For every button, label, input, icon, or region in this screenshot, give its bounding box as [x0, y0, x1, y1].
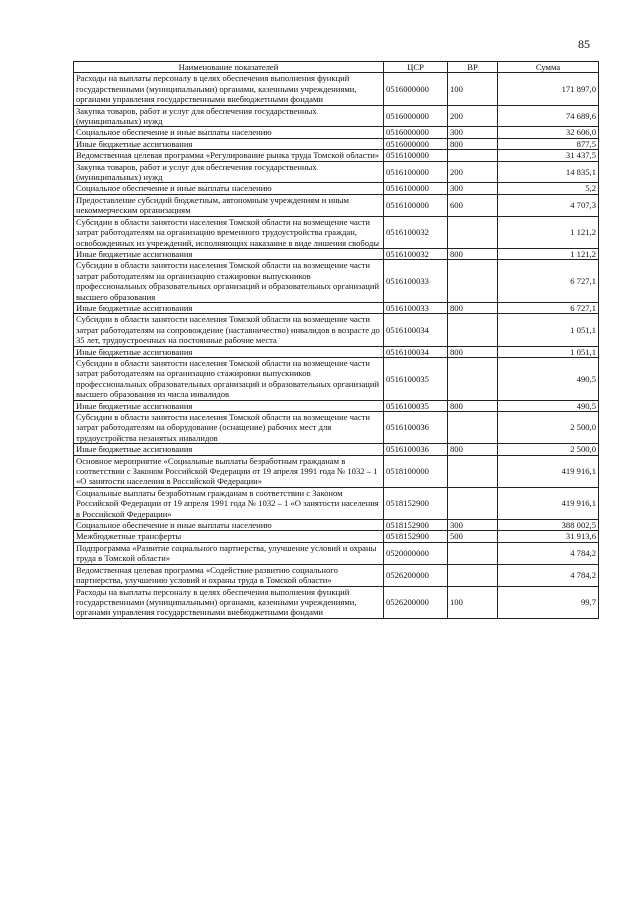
- amount-cell: 877,5: [498, 138, 599, 149]
- csr-code-cell: 0516100035: [384, 400, 448, 411]
- indicator-name-cell: Субсидии в области занятости населения Томской области на возмещение части затрат работодателям на оборудование (оснащение) рабочих мест для трудоустройства незанятых инвалидов: [74, 412, 384, 444]
- csr-code-cell: 0526200000: [384, 564, 448, 586]
- vr-code-cell: [448, 216, 498, 248]
- table-row: [74, 542, 599, 564]
- indicator-name-cell: Подпрограмма «Развитие социального партнерства, улучшение условий и охраны труда в Томской области»: [74, 542, 384, 564]
- amount-cell: 32 606,0: [498, 127, 599, 138]
- table-header-row: [74, 62, 599, 73]
- indicator-name-cell: Закупка товаров, работ и услуг для обеспечения государственных (муниципальных) нужд: [74, 105, 384, 127]
- table-row: [74, 248, 599, 259]
- vr-code-cell: [448, 314, 498, 346]
- amount-cell: 388 002,5: [498, 520, 599, 531]
- csr-code-cell: 0516100000: [384, 161, 448, 183]
- amount-cell: 2 500,0: [498, 444, 599, 455]
- vr-code-cell: [448, 542, 498, 564]
- vr-code-cell: [448, 487, 498, 519]
- csr-code-cell: 0516100000: [384, 183, 448, 194]
- amount-cell: 1 051,1: [498, 346, 599, 357]
- vr-code-cell: [448, 564, 498, 586]
- vr-code-cell: 300: [448, 520, 498, 531]
- table-row: [74, 73, 599, 105]
- table-row: [74, 105, 599, 127]
- vr-code-cell: 200: [448, 161, 498, 183]
- csr-code-cell: 0518152900: [384, 487, 448, 519]
- vr-code-cell: [448, 455, 498, 487]
- indicator-name-cell: Субсидии в области занятости населения Томской области на возмещение части затрат работодателям на организацию временного трудоустройства граждан, освобожденных из учреждений, исполняющих наказание в виде лишения свободы: [74, 216, 384, 248]
- table-row: [74, 183, 599, 194]
- csr-code-cell: 0520000000: [384, 542, 448, 564]
- indicator-name-cell: Иные бюджетные ассигнования: [74, 138, 384, 149]
- table-row: [74, 412, 599, 444]
- table-row: [74, 216, 599, 248]
- vr-code-cell: 200: [448, 105, 498, 127]
- csr-code-cell: 0516000000: [384, 138, 448, 149]
- indicator-name-cell: Социальное обеспечение и иные выплаты населению: [74, 127, 384, 138]
- csr-code-cell: 0518100000: [384, 455, 448, 487]
- table-row: [74, 455, 599, 487]
- indicator-name-cell: Иные бюджетные ассигнования: [74, 302, 384, 313]
- table-row: [74, 346, 599, 357]
- table-body: [74, 73, 599, 618]
- amount-cell: 4 784,2: [498, 542, 599, 564]
- table-row: [74, 161, 599, 183]
- vr-code-cell: 800: [448, 248, 498, 259]
- vr-code-cell: 300: [448, 127, 498, 138]
- csr-code-cell: 0516100034: [384, 314, 448, 346]
- indicator-name-cell: Социальные выплаты безработным гражданам в соответствии с Законом Российской Федерации от 19 апреля 1991 года № 1032 – 1 «О занятости населения в Российской Федерации»: [74, 487, 384, 519]
- amount-cell: 74 689,6: [498, 105, 599, 127]
- amount-cell: 6 727,1: [498, 302, 599, 313]
- indicator-name-cell: Расходы на выплаты персоналу в целях обеспечения выполнения функций государственными (муниципальными) органами, казенными учреждениями, органами управления государственными внебюджетными фондами: [74, 73, 384, 105]
- csr-code-cell: 0516000000: [384, 73, 448, 105]
- amount-cell: 490,5: [498, 400, 599, 411]
- amount-cell: 4 784,2: [498, 564, 599, 586]
- indicator-name-cell: Расходы на выплаты персоналу в целях обеспечения выполнения функций государственными (муниципальными) органами, казенными учреждениями, органами управления государственными внебюджетными фондами: [74, 586, 384, 618]
- vr-code-cell: 300: [448, 183, 498, 194]
- vr-code-cell: 800: [448, 346, 498, 357]
- amount-cell: 5,2: [498, 183, 599, 194]
- vr-code-cell: [448, 260, 498, 303]
- indicator-name-cell: Социальное обеспечение и иные выплаты населению: [74, 520, 384, 531]
- table-row: [74, 138, 599, 149]
- table-row: [74, 314, 599, 346]
- csr-code-cell: 0518152900: [384, 531, 448, 542]
- csr-code-cell: 0526200000: [384, 586, 448, 618]
- amount-cell: 419 916,1: [498, 487, 599, 519]
- indicator-name-cell: Иные бюджетные ассигнования: [74, 346, 384, 357]
- vr-code-cell: [448, 357, 498, 400]
- table-row: [74, 487, 599, 519]
- vr-code-cell: 800: [448, 138, 498, 149]
- amount-cell: 1 121,2: [498, 216, 599, 248]
- vr-code-cell: 800: [448, 400, 498, 411]
- csr-code-cell: 0516100034: [384, 346, 448, 357]
- table-row: [74, 127, 599, 138]
- amount-cell: 1 121,2: [498, 248, 599, 259]
- indicator-name-cell: Иные бюджетные ассигнования: [74, 444, 384, 455]
- table-row: [74, 531, 599, 542]
- indicator-name-cell: Иные бюджетные ассигнования: [74, 400, 384, 411]
- table-row: [74, 194, 599, 216]
- amount-cell: 171 897,0: [498, 73, 599, 105]
- amount-cell: 31 913,6: [498, 531, 599, 542]
- csr-code-cell: 0516100033: [384, 302, 448, 313]
- csr-code-cell: 0516100035: [384, 357, 448, 400]
- indicator-name-cell: Ведомственная целевая программа «Содействие развитию социального партнерства, улучшению условий и охраны труда в Томской области»: [74, 564, 384, 586]
- indicator-name-cell: Ведомственная целевая программа «Регулирование рынка труда Томской области»: [74, 150, 384, 161]
- vr-code-cell: 100: [448, 586, 498, 618]
- table-row: [74, 357, 599, 400]
- column-header-name: Наименование показателей: [74, 62, 384, 73]
- table-row: [74, 302, 599, 313]
- vr-code-cell: [448, 150, 498, 161]
- vr-code-cell: 600: [448, 194, 498, 216]
- indicator-name-cell: Межбюджетные трансферты: [74, 531, 384, 542]
- vr-code-cell: [448, 412, 498, 444]
- amount-cell: 31 437,5: [498, 150, 599, 161]
- indicator-name-cell: Социальное обеспечение и иные выплаты населению: [74, 183, 384, 194]
- indicator-name-cell: Закупка товаров, работ и услуг для обеспечения государственных (муниципальных) нужд: [74, 161, 384, 183]
- indicator-name-cell: Субсидии в области занятости населения Томской области на возмещение части затрат работодателям на организацию стажировки выпускников профессиональных образовательных организаций и образовательных организаций высшего образования: [74, 260, 384, 303]
- table-row: [74, 444, 599, 455]
- column-header-csr: ЦСР: [384, 62, 448, 73]
- csr-code-cell: 0516100036: [384, 444, 448, 455]
- indicator-name-cell: Субсидии в области занятости населения Томской области на возмещение части затрат работодателям на организацию стажировки выпускников профессиональных образовательных организаций и образовательных организаций высшего образования из числа инвалидов: [74, 357, 384, 400]
- amount-cell: 1 051,1: [498, 314, 599, 346]
- vr-code-cell: 800: [448, 302, 498, 313]
- table-row: [74, 520, 599, 531]
- csr-code-cell: 0516100000: [384, 150, 448, 161]
- table-row: [74, 400, 599, 411]
- amount-cell: 4 707,3: [498, 194, 599, 216]
- csr-code-cell: 0516100032: [384, 216, 448, 248]
- table-row: [74, 586, 599, 618]
- indicator-name-cell: Субсидии в области занятости населения Томской области на возмещение части затрат работодателям на сопровождение (наставничество) инвалидов в возрасте до 35 лет, трудоустроенных на постоянные рабочие места: [74, 314, 384, 346]
- amount-cell: 14 835,1: [498, 161, 599, 183]
- vr-code-cell: 100: [448, 73, 498, 105]
- csr-code-cell: 0516000000: [384, 105, 448, 127]
- amount-cell: 6 727,1: [498, 260, 599, 303]
- csr-code-cell: 0516100033: [384, 260, 448, 303]
- csr-code-cell: 0516000000: [384, 127, 448, 138]
- page-number: 85: [578, 37, 590, 51]
- amount-cell: 419 916,1: [498, 455, 599, 487]
- vr-code-cell: 500: [448, 531, 498, 542]
- table-row: [74, 564, 599, 586]
- csr-code-cell: 0518152900: [384, 520, 448, 531]
- indicator-name-cell: Иные бюджетные ассигнования: [74, 248, 384, 259]
- column-header-vr: ВР: [448, 62, 498, 73]
- table-row: [74, 260, 599, 303]
- amount-cell: 2 500,0: [498, 412, 599, 444]
- budget-table: [73, 61, 599, 619]
- indicator-name-cell: Предоставление субсидий бюджетным, автономным учреждениям и иным некоммерческим организациям: [74, 194, 384, 216]
- amount-cell: 490,5: [498, 357, 599, 400]
- csr-code-cell: 0516100036: [384, 412, 448, 444]
- indicator-name-cell: Основное мероприятие «Социальные выплаты безработным гражданам в соответствии с Законом Российской Федерации от 19 апреля 1991 года № 1032 – 1 «О занятости населения в Российской Федерации»: [74, 455, 384, 487]
- amount-cell: 99,7: [498, 586, 599, 618]
- column-header-sum: Сумма: [498, 62, 599, 73]
- csr-code-cell: 0516100000: [384, 194, 448, 216]
- table-row: [74, 150, 599, 161]
- csr-code-cell: 0516100032: [384, 248, 448, 259]
- vr-code-cell: 800: [448, 444, 498, 455]
